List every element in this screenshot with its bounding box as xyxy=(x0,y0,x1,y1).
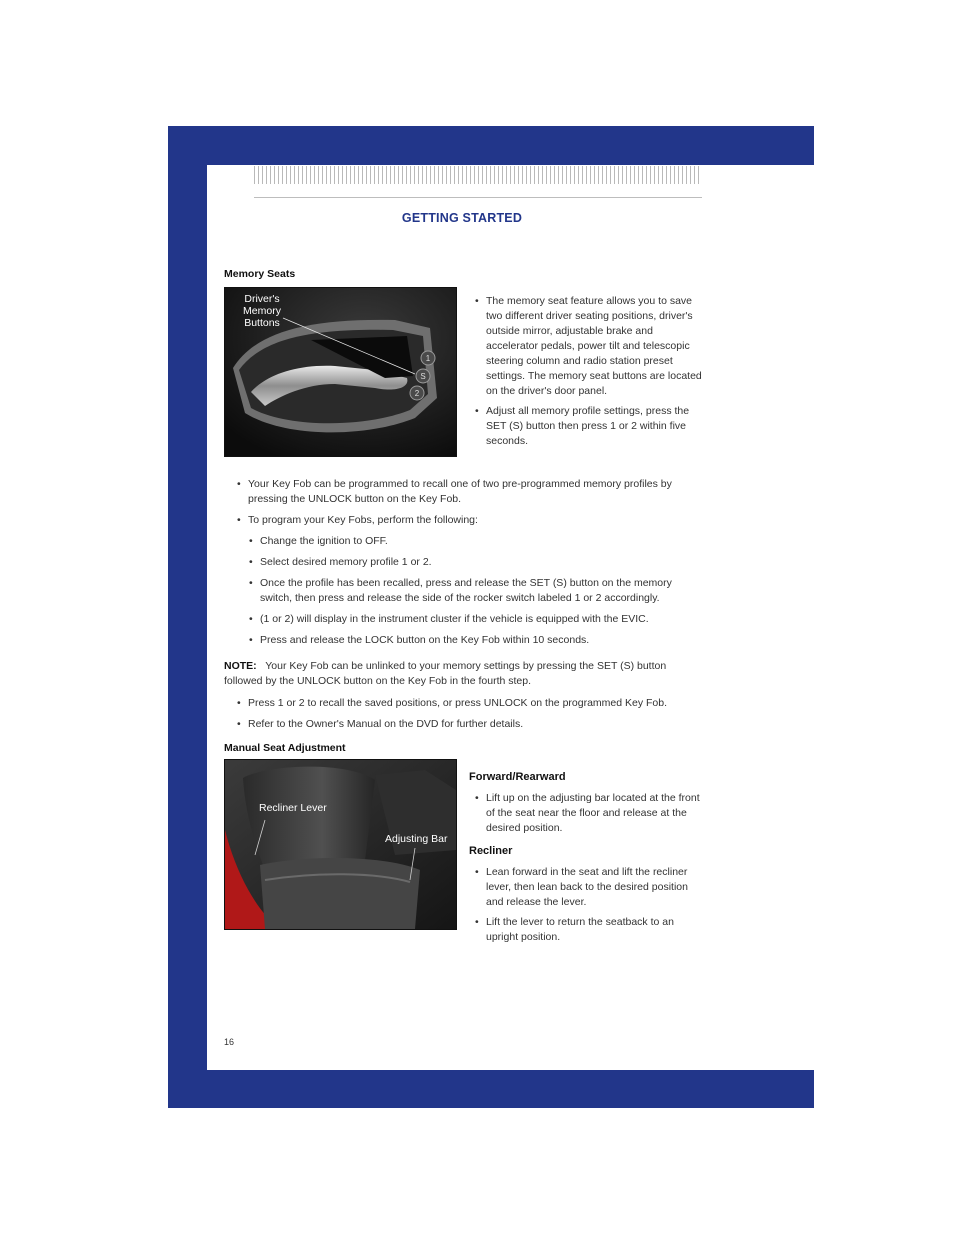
memory-button-set-label: S xyxy=(420,372,426,381)
forward-rearward-bullets xyxy=(474,791,702,836)
list-item: • Lift the lever to return the seatback to an upright position. xyxy=(474,915,702,945)
drivers-memory-buttons-caption: Driver's Memory Buttons xyxy=(243,293,281,329)
section-title: GETTING STARTED xyxy=(401,211,523,225)
seat-photo xyxy=(224,759,457,930)
list-item: • Your Key Fob can be programmed to recall one of two pre-programmed memory profiles by pressing the UNLOCK button on the Key Fob. xyxy=(236,477,702,507)
recliner-bullets xyxy=(474,865,702,945)
list-item: • Refer to the Owner's Manual on the DVD for further details. xyxy=(236,717,702,732)
manual-seat-heading: Manual Seat Adjustment xyxy=(224,742,346,754)
list-item: • (1 or 2) will display in the instrument cluster if the vehicle is equipped with the EVIC. xyxy=(248,612,702,627)
note-label: NOTE: xyxy=(224,660,257,672)
note-paragraph xyxy=(224,659,702,689)
page-number: 16 xyxy=(224,1037,235,1047)
list-item: • Once the profile has been recalled, press and release the SET (S) button on the memory switch, then press and release the side of the rocker switch labeled 1 or 2 accordingly. xyxy=(248,576,702,606)
note-text: Your Key Fob can be unlinked to your memory settings by pressing the SET (S) button followed by the UNLOCK button on the Key Fob in the fourth step. xyxy=(224,660,667,687)
list-item: • Lift up on the adjusting bar located at the front of the seat near the floor and release at the desired position. xyxy=(474,791,702,836)
list-item: • Press 1 or 2 to recall the saved positions, or press UNLOCK on the programmed Key Fob. xyxy=(236,696,702,711)
memory-button-2-label: 2 xyxy=(414,389,420,398)
recliner-heading: Recliner xyxy=(469,845,513,857)
memory-seats-heading: Memory Seats xyxy=(224,268,296,280)
list-item: • Lean forward in the seat and lift the recliner lever, then lean back to the desired position and release the lever. xyxy=(474,865,702,910)
forward-rearward-heading: Forward/Rearward xyxy=(469,771,566,783)
programming-steps xyxy=(236,534,702,648)
memory-seat-side-bullets xyxy=(474,294,702,449)
decorative-tick-strip xyxy=(254,166,702,184)
header-rule xyxy=(254,197,702,198)
key-fob-bullets xyxy=(236,477,702,648)
door-handle-photo xyxy=(224,287,457,457)
list-item: • Select desired memory profile 1 or 2. xyxy=(248,555,702,570)
memory-button-1-label: 1 xyxy=(425,354,431,363)
adjusting-bar-label: Adjusting Bar xyxy=(385,833,448,845)
list-item: • The memory seat feature allows you to save two different driver seating positions, driver's outside mirror, adjustable brake and accelerator pedals, power tilt and telescopic steering column and radio station preset settings. The memory seat buttons are located on the driver's door panel. xyxy=(474,294,702,399)
recliner-lever-label: Recliner Lever xyxy=(259,802,327,814)
list-item: • Adjust all memory profile settings, press the SET (S) button then press 1 or 2 within five seconds. xyxy=(474,404,702,449)
list-item: • Press and release the LOCK button on the Key Fob within 10 seconds. xyxy=(248,633,702,648)
recall-bullets xyxy=(236,696,702,732)
list-item: • To program your Key Fobs, perform the following: xyxy=(236,513,702,528)
list-item: • Change the ignition to OFF. xyxy=(248,534,702,549)
